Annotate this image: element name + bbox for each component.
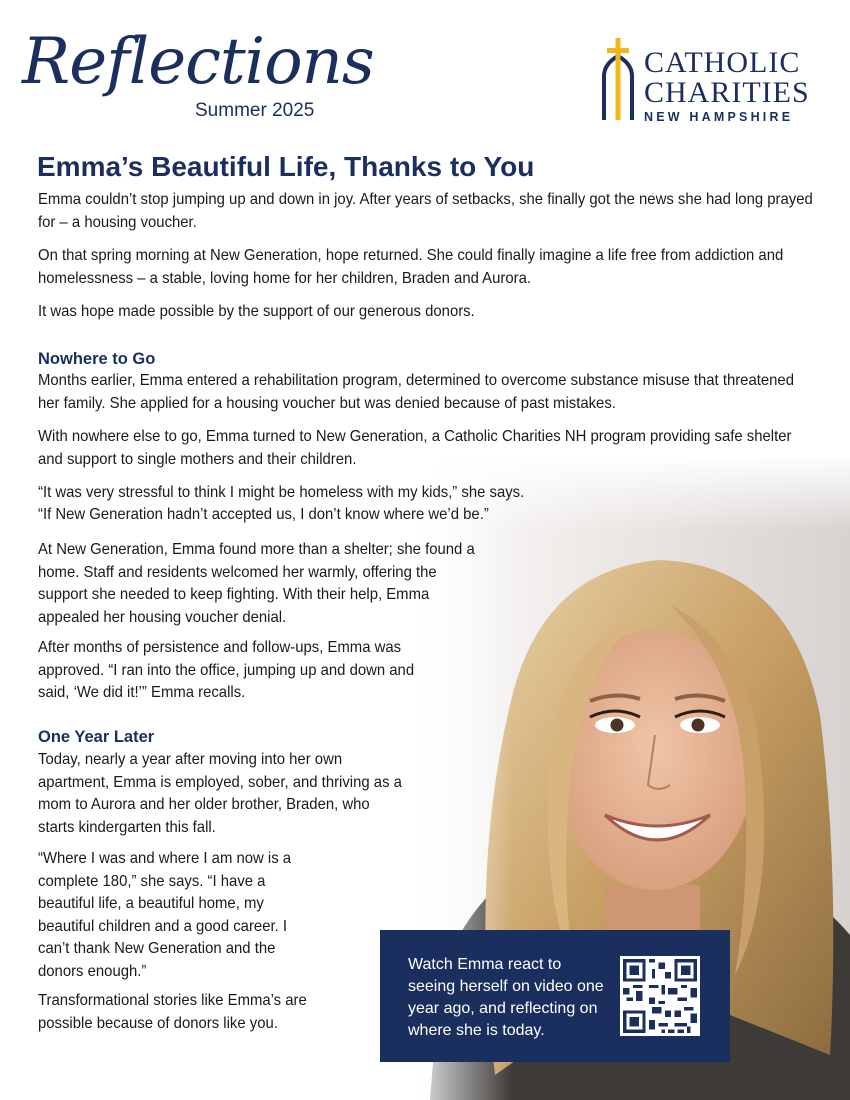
paragraph: At New Generation, Emma found more than a shelter; she found a home. Staff and residents welcomed her warmly, offering the support she needed to keep fighting. With their help, Emma appealed her housing voucher denial. [38,541,475,626]
paragraph: It was hope made possible by the support of our generous donors. [38,303,475,320]
paragraph: With nowhere else to go, Emma turned to New Generation, a Catholic Charities NH program providing safe shelter and support to single mothers and their children. [38,428,792,468]
logo-text-line1: CATHOLIC [644,46,801,79]
section-heading-nowhere-to-go: Nowhere to Go [38,350,156,368]
paragraph: After months of persistence and follow-ups, Emma was approved. “I ran into the office, jumping up and down and said, ‘We did it!’” Emma recalls. [38,639,415,701]
article-headline: Emma’s Beautiful Life, Thanks to You [37,151,535,182]
paragraph: On that spring morning at New Generation, hope returned. She could finally imagine a life free from addiction and homelessness – a stable, loving home for her children, Braden and Aurora. [38,247,784,287]
callout-text: Watch Emma react to seeing herself on video one year ago, and reflecting on where she is today. [408,956,604,1039]
masthead-edition: Summer 2025 [195,100,315,121]
paragraph: Today, nearly a year after moving into her own apartment, Emma is employed, sober, and thriving as a mom to Aurora and her older brother, Braden, who starts kindergarten this fall. [38,751,402,836]
paragraph: Emma couldn’t stop jumping up and down in joy. After years of setbacks, she finally got the news she had long prayed for – a housing voucher. [38,191,813,231]
quote-line: “If New Generation hadn’t accepted us, I don’t know where we’d be.” [38,506,489,523]
logo-text-line3: NEW HAMPSHIRE [644,110,794,124]
masthead-title: Reflections [22,25,374,99]
cross-house-icon [598,36,638,122]
video-callout-box[interactable] [380,930,730,1062]
quote-paragraph: “Where I was and where I am now is a complete 180,” she says. “I have a beautiful life, a beautiful home, my beautiful children and a good career. I can’t thank New Generation and the donors enough.” [38,850,292,980]
qr-code-icon[interactable] [620,956,700,1036]
quote-line: “It was very stressful to think I might be homeless with my kids,” she says. [38,484,525,501]
paragraph: Transformational stories like Emma’s are possible because of donors like you. [38,992,307,1032]
paragraph: Months earlier, Emma entered a rehabilitation program, determined to overcome substance misuse that threatened her family. She applied for a housing voucher but was denied because of past mistakes. [38,372,794,412]
logo-text-line2: CHARITIES [644,76,810,109]
catholic-charities-logo[interactable] [598,36,828,126]
section-heading-one-year-later: One Year Later [38,728,155,746]
